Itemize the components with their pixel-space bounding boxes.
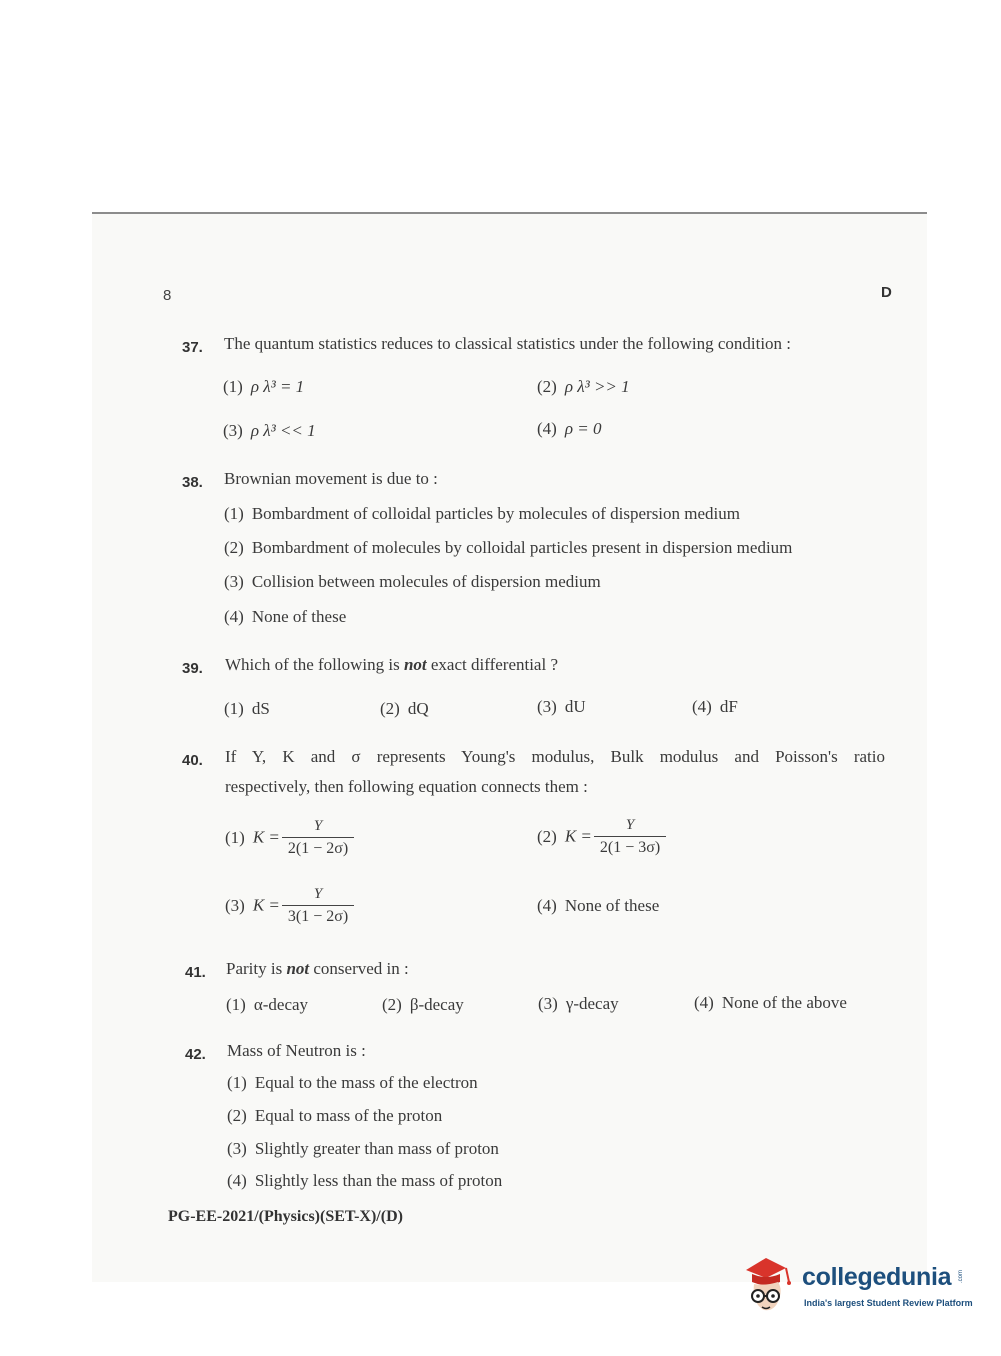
option-2 [382,995,464,1015]
option-text: None of the above [721,993,847,1012]
option-text: Slightly less than the mass of proton [254,1171,503,1190]
option-text: dF [719,697,738,716]
option-1 [226,995,308,1015]
option-number: (2) [227,1106,247,1125]
option-3 [225,886,354,925]
option-lhs: K = [564,826,592,846]
option-3 [224,572,601,592]
option-number: (1) [224,699,244,718]
question-text-start: Parity is [226,959,283,978]
question-text [225,655,558,675]
option-number: (1) [227,1073,247,1092]
page-top-rule [92,212,927,214]
option-number: (2) [382,995,402,1014]
option-number: (2) [537,377,557,396]
question-text-start: Which of the following is [225,655,400,674]
option-3 [227,1139,499,1159]
option-1 [224,504,740,524]
question-emphasis: not [286,959,310,978]
question-text-end: conserved in : [313,959,409,978]
question-text: Brownian movement is due to : [224,469,438,488]
option-4 [692,697,738,717]
option-text: β-decay [409,995,464,1014]
option-number: (4) [227,1171,247,1190]
option-text: Bombardment of colloidal particles by molecules of dispersion medium [251,504,740,523]
fraction-denominator: 2(1 − 2σ) [282,837,354,858]
option-4 [537,419,601,439]
set-label: D [881,284,892,301]
option-1 [223,377,304,397]
option-number: (3) [227,1139,247,1158]
option-text: α-decay [253,995,309,1014]
option-text: Slightly greater than mass of proton [254,1139,499,1158]
option-4 [227,1171,502,1191]
option-number: (3) [225,895,245,915]
fraction [282,886,354,925]
question-text-end: exact differential ? [430,655,559,674]
question-text-line-1: If Y, K and σ represents Young's modulus, Bulk modulus and Poisson's ratio [225,747,885,766]
option-text: None of these [564,896,660,915]
option-number: (1) [225,827,245,847]
option-3 [537,697,586,717]
collegedunia-tagline: India's largest Student Review Platform [804,1298,973,1308]
option-text: γ-decay [565,994,619,1013]
question-number: 39. [182,660,203,677]
question-number: 37. [182,339,203,356]
collegedunia-domain: .com [958,1270,964,1284]
option-number: (3) [537,697,557,716]
option-number: (4) [537,896,557,915]
option-number: (4) [537,419,557,438]
fraction-numerator: Y [313,886,323,902]
option-1 [224,699,270,719]
option-4 [224,607,346,627]
option-number: (2) [224,538,244,557]
option-text: Equal to mass of the proton [254,1106,443,1125]
option-text: Bombardment of molecules by colloidal particles present in dispersion medium [251,538,793,557]
footer-code: PG-EE-2021/(Physics)(SET-X)/(D) [168,1208,403,1225]
option-text: dS [251,699,270,718]
option-4 [694,993,847,1013]
option-number: (1) [226,995,246,1014]
option-2 [227,1106,442,1126]
option-number: (2) [537,826,557,846]
option-text: ρ λ³ >> 1 [564,377,630,396]
option-3 [223,421,316,441]
question-text-line-2: respectively, then following equation connects them : [225,777,588,796]
option-number: (4) [692,697,712,716]
option-1 [227,1073,478,1093]
question-text [226,959,409,979]
option-text: ρ λ³ = 1 [250,377,305,396]
page-number: 8 [163,287,172,304]
option-text: ρ λ³ << 1 [250,421,316,440]
question-text: Mass of Neutron is : [227,1041,366,1060]
option-lhs: K = [252,827,280,847]
option-number: (4) [224,607,244,626]
option-2 [537,377,630,397]
option-3 [538,994,619,1014]
fraction [282,818,354,857]
fraction [594,817,666,856]
option-text: None of these [251,607,347,626]
option-lhs: K = [252,895,280,915]
fraction-denominator: 2(1 − 3σ) [594,836,666,857]
option-text: Equal to the mass of the electron [254,1073,478,1092]
option-number: (1) [223,377,243,396]
option-number: (4) [694,993,714,1012]
option-text: ρ = 0 [564,419,602,438]
fraction-numerator: Y [313,818,323,834]
option-number: (3) [223,421,243,440]
mascot-icon [746,1258,791,1310]
option-text: Collision between molecules of dispersion medium [251,572,601,591]
collegedunia-brand-name: collegedunia [802,1263,952,1291]
option-1 [225,818,354,857]
question-text: The quantum statistics reduces to classical statistics under the following condition : [224,334,792,353]
option-2 [224,538,792,558]
question-number: 41. [185,964,206,981]
option-2 [380,699,429,719]
option-number: (2) [380,699,400,718]
fraction-numerator: Y [625,817,635,833]
option-number: (3) [538,994,558,1013]
question-number: 40. [182,752,203,769]
option-text: dQ [407,699,429,718]
option-4 [537,896,659,916]
question-number: 42. [185,1046,206,1063]
option-2 [537,817,666,856]
option-number: (3) [224,572,244,591]
option-text: dU [564,697,586,716]
fraction-denominator: 3(1 − 2σ) [282,905,354,926]
question-emphasis: not [403,655,427,674]
option-number: (1) [224,504,244,523]
question-number: 38. [182,474,203,491]
